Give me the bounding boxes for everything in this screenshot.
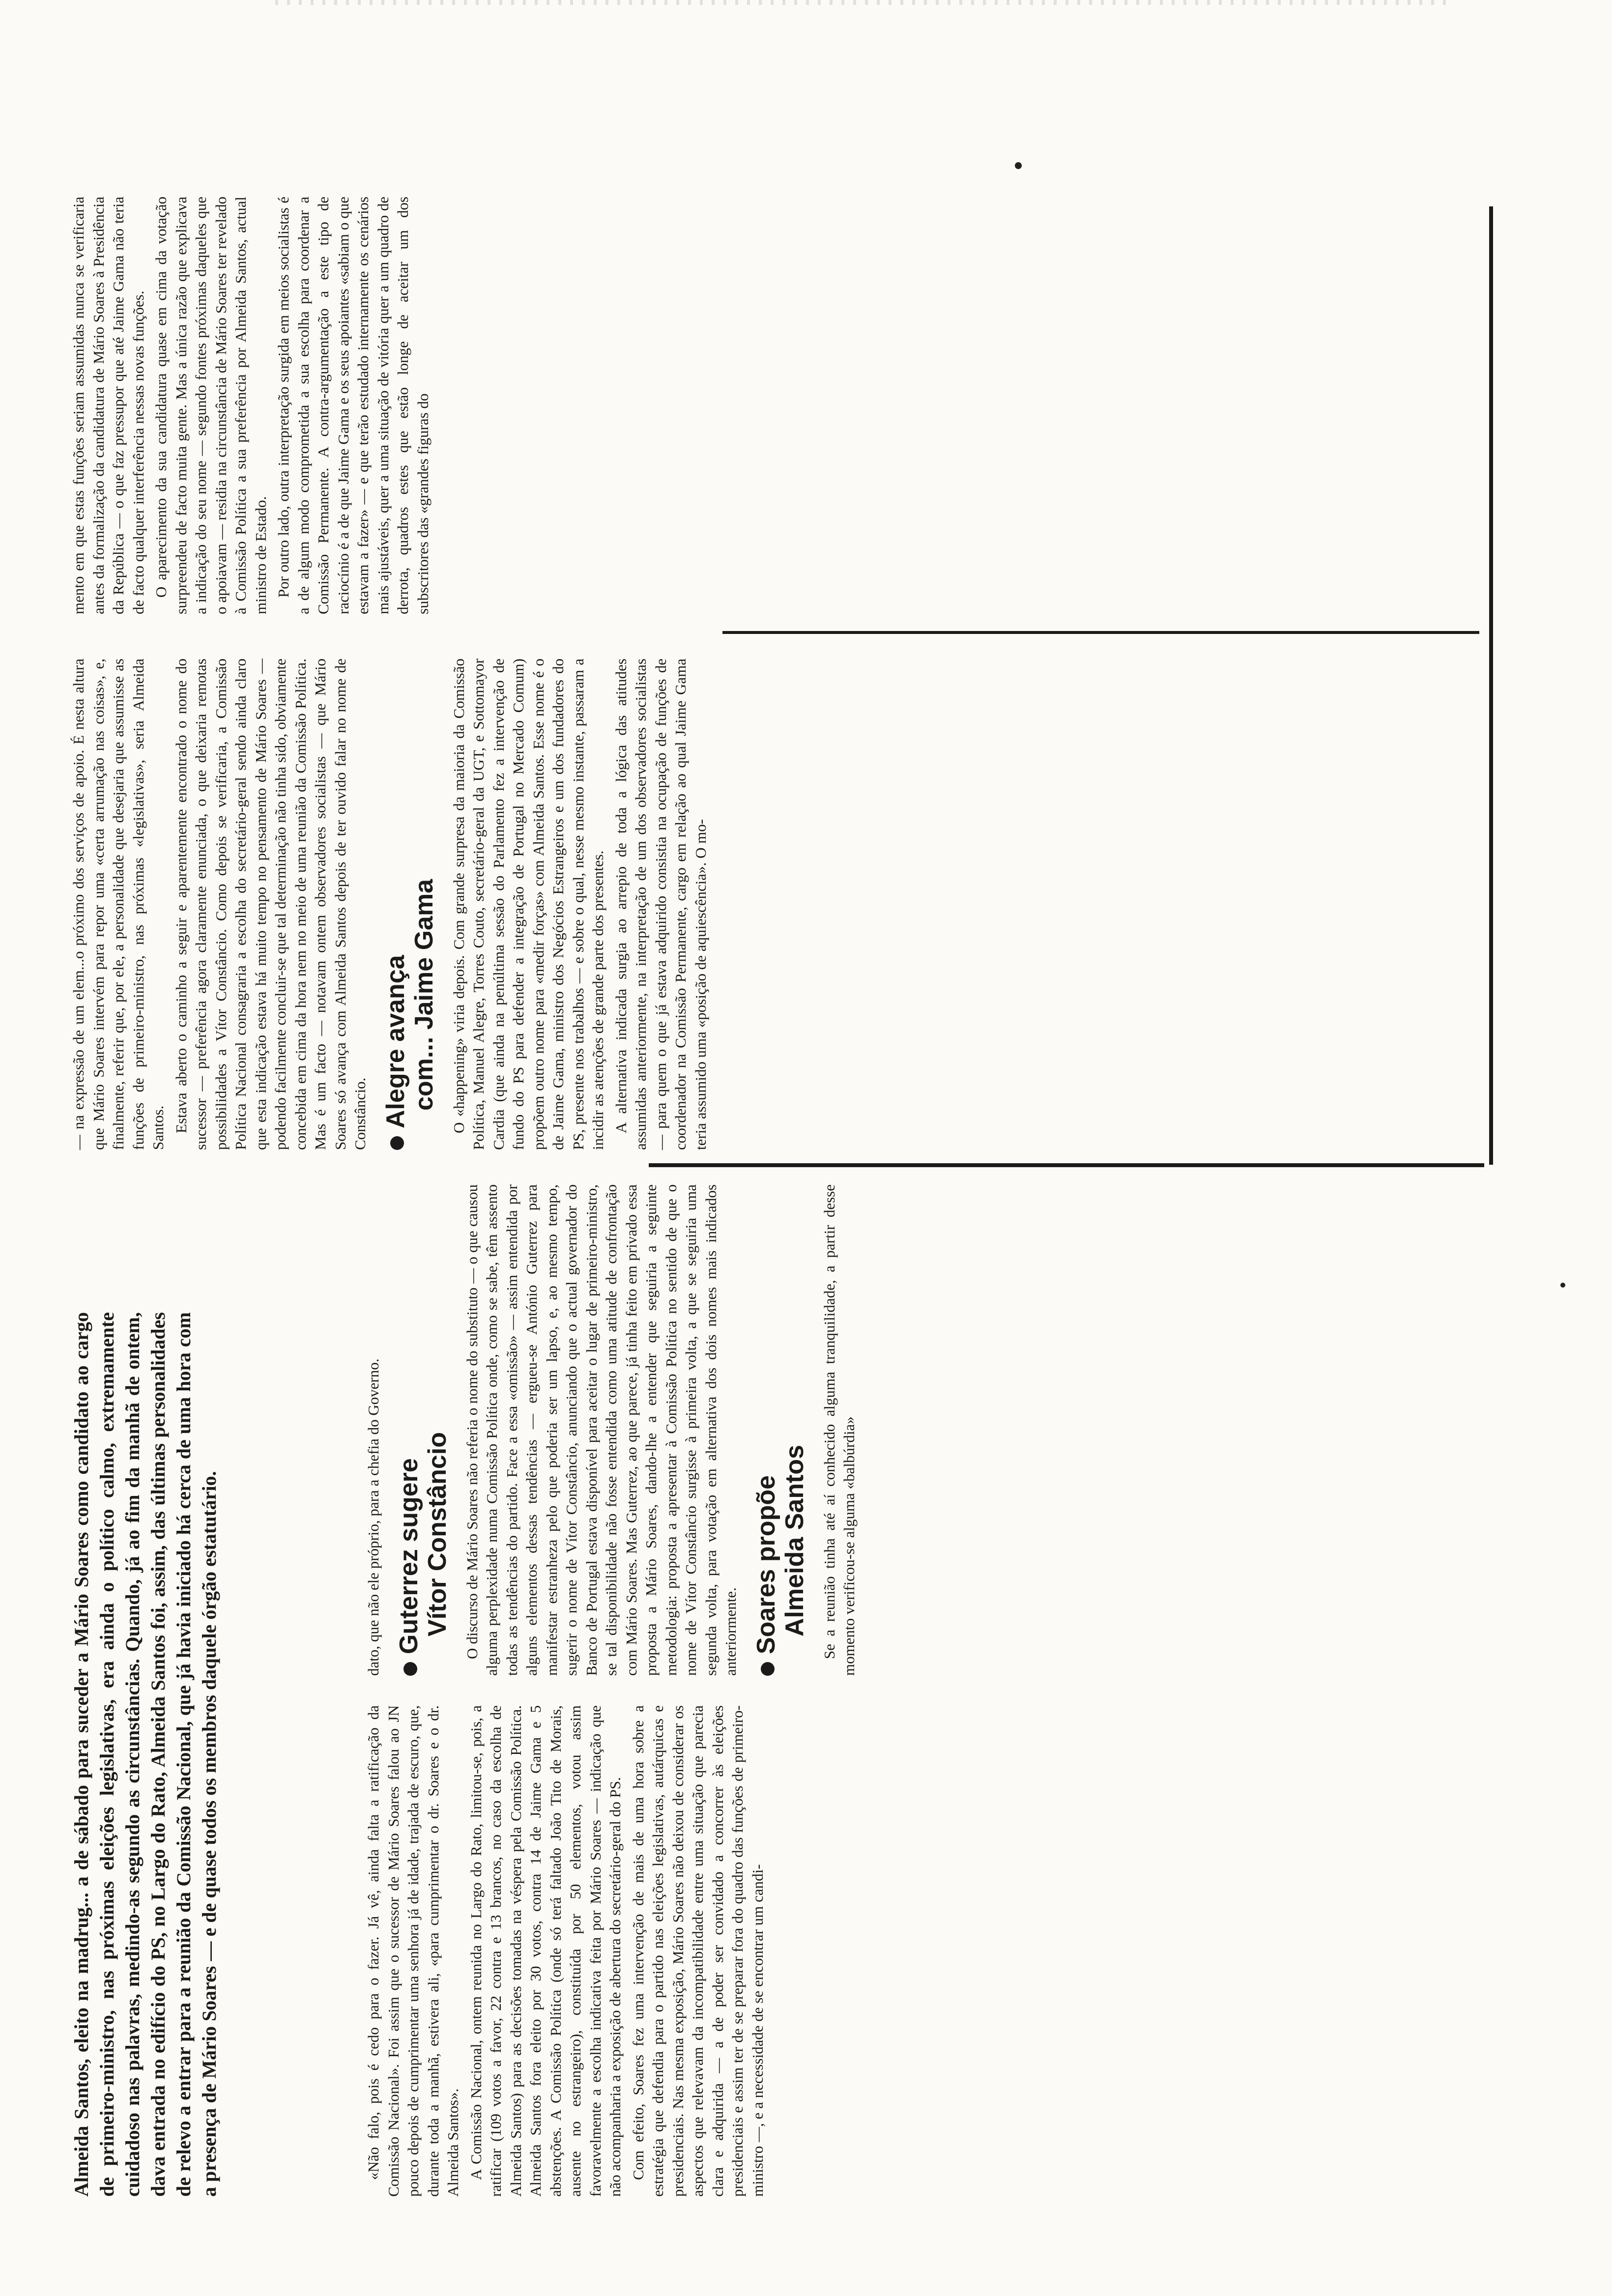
subheading-soares: Soares propõe Almeida Santos — [752, 1184, 809, 1676]
article-column-2 — [364, 1184, 863, 1676]
article-column-3 — [69, 659, 714, 1150]
bullet-icon — [390, 1136, 404, 1150]
paragraph: Por outro lado, outra interpretação surgida em meios socialistas é a de algum modo comprometida a sua escolha para coordenar a Comissão Permanente. A contra-argumentação a este tipo de raciocínio é a de que Jaime Gama e os seus apoiantes «sabiam o que estavam a fazer» — e que terão estudado internamente os cenários mais ajustáveis, quer a uma situação de vitória quer a um quadro de derrota, quadros estes que estão longe de aceitar um dos subscritores das «grandes figuras do — [275, 197, 432, 614]
paragraph: «Não falo, pois é cedo para o fazer. Já vê, ainda falta a ratificação da Comissão Nacional». Foi assim que o sucessor de Mário Soares falou ao JN pouco depois de cumprimentar uma senhora já de idade, trajada de escuro, que, durante toda a manhã, estivera ali, «para cumprimentar o dr. Soares e o dr. Almeida Santos». — [365, 1705, 461, 2197]
scan-speck — [1015, 162, 1022, 169]
article-column-1 — [364, 1705, 771, 2197]
subheading-guterrez: Guterrez sugere Vítor Constâncio — [395, 1184, 452, 1676]
paragraph: — na expressão de um elem...o próximo dos serviços de apoio. É nesta altura que Mário Soares intervém para repor uma «certa arrumação nas coisas», e, finalmente, referir que, por ele, a personalidade que desejaria que assumisse as funções de primeiro-ministro, nas próximas «legislativas», seria Almeida Santos. — [70, 659, 167, 1150]
bullet-icon — [403, 1662, 417, 1676]
paragraph: Estava aberto o caminho a seguir e aparentemente encontrado o nome do sucessor — preferência agora claramente enunciada, o que deixaria remotas possibilidades a Vítor Constâncio. Como depois se verificaria, a Comissão Política Nacional consagraria a escolha do secretário-geral sendo ainda claro que esta indicação estava há muito tempo no pensamento de Mário Soares — podendo facilmente concluir-se que tal determinação não tinha sido, obviamente concebida em cima da hora nem no meio de uma reunião da Comissão Política. Mas é um facto — notavam ontem observadores socialistas — que Mário Soares só avança com Almeida Santos depois de ter ouvido falar no nome de Constâncio. — [172, 659, 369, 1150]
paragraph: A Comissão Nacional, ontem reunida no Largo do Rato, limitou-se, pois, a ratificar (109 votos a favor, 22 contra e 13 brancos, no caso da escolha de Almeida Santos) para as decisões tomadas na véspera pela Comissão Política. Almeida Santos fora eleito por 30 votos, contra 14 de Jaime Gama e 5 abstenções. A Comissão Política (onde só terá faltado João Tito de Morais, ausente no estrangeiro), constituída por 50 elementos, votou assim favoravelmente a escolha indicativa feita por Mário Soares — indicação que não acompanharia a exposição de abertura do secretário-geral do PS. — [467, 1705, 624, 2197]
scan-edge-noise — [275, 0, 1455, 5]
scan-speck — [1560, 1283, 1565, 1288]
article-lead: Almeida Santos, eleito na madrug... a de sábado para suceder a Mário Soares como candidato ao cargo de primeiro-ministro, nas próximas eleições legislativas, era ainda o político calmo, extremamente cuidadoso nas palavras, medindo-as segundo as circunstâncias. Quando, já ao fim da manhã de ontem, dava entrada no edifício do PS, no Largo do Rato, Almeida Santos foi, assim, das últimas personalidades de relevo a entrar para a reunião da Comissão Nacional, que já havia iniciado há cerca de uma hora com a presença de Mário Soares — e de quase todos os membros daquele órgão estatutário. — [70, 1312, 220, 2197]
paragraph: Se a reunião tinha até aí conhecido alguma tranquilidade, a partir desse momento verificou-se alguma «balbúrdia» — [820, 1184, 858, 1676]
subheading-alegre: Alegre avança com... Jaime Gama — [381, 659, 438, 1150]
paragraph: A alternativa indicada surgia ao arrepio de toda a lógica das atitudes assumidas anteriormente, na interpretação de um dos observadores socialistas — para quem o que já estava adquirido consistia na ocupação de funções de coordenador na Comissão Permanente, cargo em relação ao qual Jaime Gama teria assumido uma «posição de aquiescência». O mo- — [612, 659, 709, 1150]
paragraph: O discurso de Mário Soares não referia o nome do substituto — o que causou alguma perplexidade numa Comissão Política onde, como se sabe, têm assento todas as tendências do partido. Face a essa «omissão» — assim entendida por alguns elementos dessas tendências — ergueu-se António Guterrez para manifestar estranheza pelo que poderia ser um lapso, e, ao mesmo tempo, sugerir o nome de Vítor Constâncio, anunciando que o actual governador do Banco de Portugal estava disponível para aceitar o lugar de primeiro-ministro, se tal disponibilidade não fosse entendida como uma atitude de confrontação com Mário Soares. Mas Guterrez, ao que parece, já tinha feito em privado essa proposta a Mário Soares, dando-lhe a entender que seguiria a seguinte metodologia: proposta a apresentar à Comissão Política no sentido de que o nome de Vítor Constâncio surgisse à primeira volta, a que se seguiria uma segunda volta, para votação em alternativa dos dois nomes mais indicados anteriormente. — [463, 1184, 739, 1676]
paragraph: Com efeito, Soares fez uma intervenção de mais de uma hora sobre a estratégia que defendia para o partido nas eleições legislativas, autárquicas e presidenciais. Nas mesma exposição, Mário Soares não deixou de considerar os aspectos que relevavam da incompatibilidade entre uma situação que parecia clara e adquirida — a de poder ser convidado a concorrer às eleições presidenciais e assim ter de se preparar fora do quadro das funções de primeiro-ministro —, e a necessidade de se encontrar um candi- — [629, 1705, 766, 2197]
column-rule — [722, 631, 1479, 634]
bullet-icon — [761, 1662, 775, 1676]
paragraph: O «happening» viria depois. Com grande surpresa da maioria da Comissão Política, Manuel Alegre, Torres Couto, secretário-geral da UGT, e Sottomayor Cardia (que ainda na penúltima sessão do Parlamento fez a intervenção de fundo do PS para defender a integração de Portugal no Mercado Comum) propõem outro nome para «medir forças» com Almeida Santos. Esse nome é o de Jaime Gama, ministro dos Negócios Estrangeiros e um dos fundadores do PS, presente nos trabalhos — e sobre o qual, nesse mesmo instante, passaram a incidir as atenções de grande parte dos presentes. — [450, 659, 606, 1150]
column-rule — [1489, 206, 1493, 1165]
paragraph: dato, que não ele próprio, para a chefia do Governo. — [365, 1358, 382, 1676]
rotated-article — [69, 192, 1494, 2197]
article-column-4 — [69, 197, 436, 614]
paragraph: O aparecimento da sua candidatura quase em cima da votação surpreendeu de facto muita gente. Mas a única razão que explicava a indicação do seu nome — segundo fontes próximas daqueles que o apoiavam — residia na circunstância de Mário Soares ter revelado à Comissão Política a sua preferência por Almeida Santos, actual ministro de Estado. — [152, 197, 269, 614]
column-rule — [649, 1163, 1484, 1167]
paragraph: mento em que estas funções seriam assumidas nunca se verificaria antes da formalização da candidatura de Mário Soares à Presidência da República — o que faz pressupor que até Jaime Gama não teria de facto qualquer interferência nessas novas funções. — [70, 197, 147, 614]
